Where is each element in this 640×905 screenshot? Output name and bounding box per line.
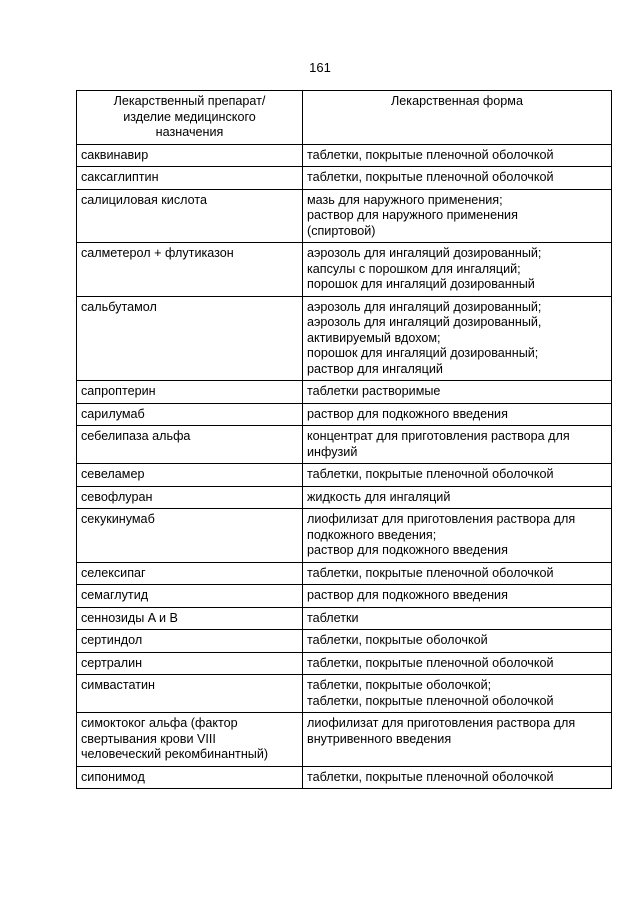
- table-row: [77, 585, 612, 608]
- dosage-form-line: аэрозоль для ингаляций дозированный,: [307, 315, 542, 329]
- drug-name-cell: [77, 167, 303, 190]
- dosage-form-cell: [303, 585, 612, 608]
- dosage-form-line: таблетки, покрытые пленочной оболочкой: [307, 655, 554, 670]
- drug-name-line: симоктоког альфа (фактор: [81, 716, 238, 730]
- drug-name-line: себелипаза альфа: [81, 429, 191, 443]
- dosage-form-cell: [303, 713, 612, 767]
- dosage-form-cell: [303, 243, 612, 297]
- drug-name-cell: [77, 713, 303, 767]
- dosage-form-cell: [303, 562, 612, 585]
- drug-name-line: секукинумаб: [81, 512, 155, 526]
- dosage-form-line: лиофилизат для приготовления раствора для: [307, 716, 576, 730]
- dosage-form-line: таблетки, покрытые пленочной оболочкой: [307, 147, 554, 162]
- drug-name-cell: [77, 144, 303, 167]
- dosage-form-line: раствор для наружного применения: [307, 208, 518, 222]
- table-row: [77, 509, 612, 563]
- dosage-form-cell: [303, 486, 612, 509]
- table-row: [77, 167, 612, 190]
- dosage-form-cell: [303, 652, 612, 675]
- table-row: [77, 766, 612, 789]
- dosage-form-line: таблетки, покрытые пленочной оболочкой: [307, 693, 554, 708]
- dosage-form-cell: [303, 607, 612, 630]
- table-row: [77, 464, 612, 487]
- header-drug-line: изделие медицинского: [123, 109, 256, 124]
- dosage-form-cell: [303, 675, 612, 713]
- drug-name-line: салициловая кислота: [81, 192, 207, 207]
- drug-name-line: сеннозиды A и B: [81, 610, 178, 625]
- table-row: [77, 652, 612, 675]
- table-row: [77, 562, 612, 585]
- dosage-form-line: (спиртовой): [307, 223, 376, 238]
- dosage-form-cell: [303, 630, 612, 653]
- drug-name-cell: [77, 189, 303, 243]
- drug-name-line: селексипаг: [81, 565, 146, 580]
- dosage-form-line: порошок для ингаляций дозированный: [307, 277, 535, 291]
- drug-name-line: сапроптерин: [81, 384, 156, 398]
- table-row: [77, 189, 612, 243]
- drug-name-line: сарилумаб: [81, 406, 145, 421]
- drug-name-line: севеламер: [81, 467, 145, 481]
- dosage-form-line: таблетки, покрытые пленочной оболочкой: [307, 769, 554, 784]
- drug-name-cell: [77, 426, 303, 464]
- dosage-form-cell: [303, 403, 612, 426]
- drug-name-cell: [77, 486, 303, 509]
- dosage-form-line: таблетки, покрытые оболочкой: [307, 633, 488, 647]
- dosage-form-line: аэрозоль для ингаляций дозированный;: [307, 246, 542, 260]
- dosage-form-cell: [303, 296, 612, 381]
- dosage-form-line: инфузий: [307, 444, 358, 459]
- drug-name-cell: [77, 509, 303, 563]
- header-form-column: Лекарственная форма: [303, 91, 612, 145]
- dosage-form-line: подкожного введения;: [307, 527, 437, 542]
- dosage-form-line: раствор для подкожного введения: [307, 588, 508, 602]
- table-row: [77, 403, 612, 426]
- table-row: [77, 713, 612, 767]
- drug-name-line: сальбутамол: [81, 299, 157, 314]
- table-header-row: [77, 91, 612, 145]
- dosage-form-cell: [303, 464, 612, 487]
- drug-name-line: сертиндол: [81, 633, 143, 647]
- dosage-form-cell: [303, 509, 612, 563]
- drug-name-cell: [77, 675, 303, 713]
- drug-name-line: семаглутид: [81, 588, 149, 602]
- table-row: [77, 381, 612, 404]
- dosage-form-line: таблетки, покрытые пленочной оболочкой: [307, 170, 554, 184]
- table-body: [77, 144, 612, 789]
- drug-table: [76, 90, 612, 789]
- dosage-form-cell: [303, 144, 612, 167]
- dosage-form-line: таблетки, покрытые пленочной оболочкой: [307, 565, 554, 580]
- dosage-form-line: таблетки, покрытые пленочной оболочкой: [307, 467, 554, 481]
- drug-name-cell: [77, 381, 303, 404]
- table-row: [77, 607, 612, 630]
- dosage-form-cell: [303, 167, 612, 190]
- drug-name-cell: [77, 403, 303, 426]
- drug-name-line: человеческий рекомбинантный): [81, 747, 269, 761]
- dosage-form-cell: [303, 381, 612, 404]
- dosage-form-line: капсулы с порошком для ингаляций;: [307, 261, 521, 276]
- page-number: 161: [309, 60, 331, 75]
- table-row: [77, 144, 612, 167]
- drug-name-cell: [77, 630, 303, 653]
- drug-name-line: саксаглиптин: [81, 170, 159, 184]
- dosage-form-line: лиофилизат для приготовления раствора для: [307, 512, 576, 526]
- dosage-form-line: активируемый вдохом;: [307, 330, 441, 345]
- dosage-form-cell: [303, 426, 612, 464]
- drug-name-cell: [77, 585, 303, 608]
- table-row: [77, 243, 612, 297]
- drug-name-cell: [77, 652, 303, 675]
- drug-name-line: салметерол + флутиказон: [81, 246, 234, 260]
- drug-name-line: свертывания крови VIII: [81, 731, 216, 746]
- drug-name-line: севофлуран: [81, 489, 153, 504]
- dosage-form-line: таблетки растворимые: [307, 384, 441, 398]
- dosage-form-cell: [303, 766, 612, 789]
- dosage-form-line: мазь для наружного применения;: [307, 192, 503, 207]
- drug-name-line: сертралин: [81, 655, 143, 670]
- dosage-form-line: внутривенного введения: [307, 731, 452, 746]
- dosage-form-line: жидкость для ингаляций: [307, 489, 451, 504]
- drug-name-line: сипонимод: [81, 769, 145, 784]
- table-row: [77, 630, 612, 653]
- dosage-form-line: аэрозоль для ингаляций дозированный;: [307, 299, 542, 314]
- dosage-form-line: концентрат для приготовления раствора для: [307, 429, 570, 443]
- header-drug-line: Лекарственный препарат/: [113, 94, 266, 108]
- dosage-form-line: раствор для ингаляций: [307, 361, 443, 376]
- drug-name-cell: [77, 296, 303, 381]
- drug-name-cell: [77, 766, 303, 789]
- dosage-form-line: таблетки, покрытые оболочкой;: [307, 678, 492, 692]
- header-drug-column: [77, 91, 303, 145]
- table-row: [77, 675, 612, 713]
- table-row: [77, 486, 612, 509]
- table-row: [77, 426, 612, 464]
- dosage-form-cell: [303, 189, 612, 243]
- drug-name-line: саквинавир: [81, 147, 149, 162]
- table-row: [77, 296, 612, 381]
- drug-name-cell: [77, 243, 303, 297]
- dosage-form-line: порошок для ингаляций дозированный;: [307, 346, 539, 360]
- drug-name-line: симвастатин: [81, 678, 155, 692]
- drug-name-cell: [77, 562, 303, 585]
- drug-name-cell: [77, 607, 303, 630]
- drug-name-cell: [77, 464, 303, 487]
- dosage-form-line: раствор для подкожного введения: [307, 406, 508, 421]
- header-drug-line: назначения: [155, 125, 224, 139]
- dosage-form-line: таблетки: [307, 610, 359, 625]
- dosage-form-line: раствор для подкожного введения: [307, 543, 508, 557]
